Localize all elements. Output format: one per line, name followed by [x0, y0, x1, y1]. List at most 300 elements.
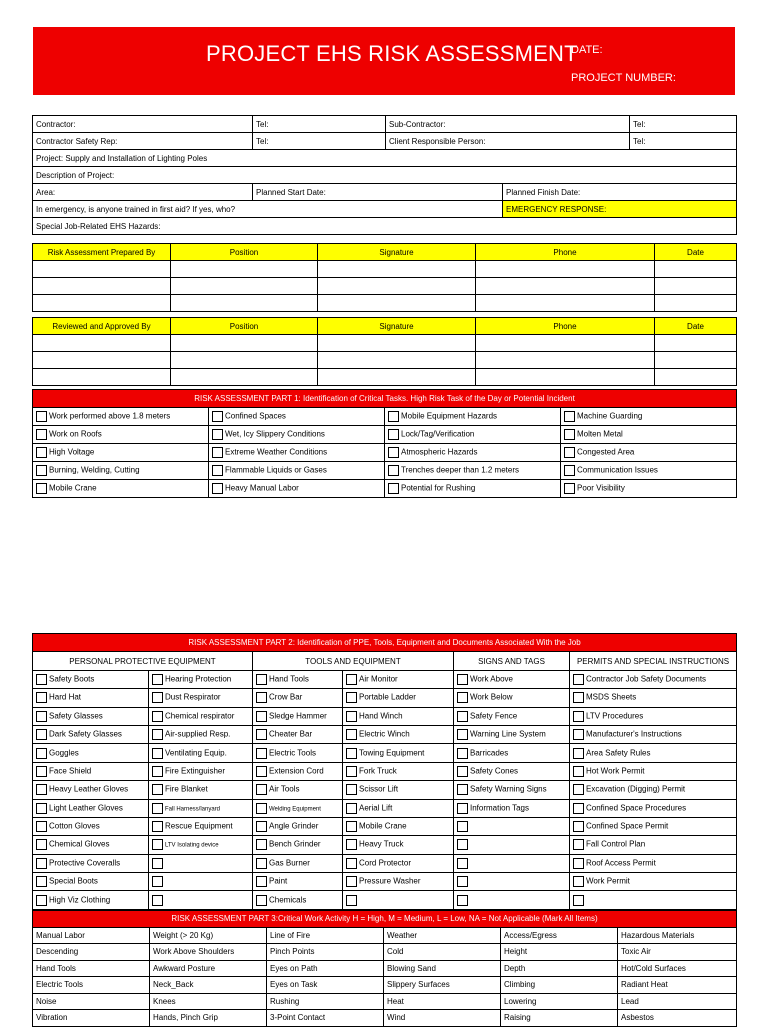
checkbox-label: Protective Coveralls	[49, 858, 121, 868]
checkbox-item[interactable]	[33, 462, 209, 480]
activity-cell[interactable]: Radiant Heat	[618, 977, 737, 994]
checkbox-label: Hearing Protection	[165, 674, 232, 684]
first-aid-field[interactable]: In emergency, is anyone trained in first aid? If yes, who?	[33, 201, 503, 218]
checkbox-item[interactable]	[385, 426, 561, 444]
activity-cell[interactable]: Descending	[33, 944, 150, 961]
checkbox[interactable]	[346, 692, 357, 703]
checkbox-item[interactable]	[561, 408, 737, 426]
activity-cell[interactable]: Hand Tools	[33, 960, 150, 977]
checkbox[interactable]	[346, 821, 357, 832]
safety-rep-tel-field[interactable]: Tel:	[253, 133, 386, 150]
checkbox-label: Information Tags	[470, 803, 529, 813]
checkbox[interactable]	[256, 858, 267, 869]
part2-row	[33, 689, 737, 707]
checkbox[interactable]	[388, 483, 399, 494]
checkbox-item[interactable]	[454, 873, 570, 891]
activity-cell[interactable]: Height	[501, 944, 618, 961]
checkbox-label: High Voltage	[49, 447, 95, 457]
checkbox-item[interactable]	[253, 817, 343, 835]
checkbox[interactable]	[573, 748, 584, 759]
checkbox-label: Work Above	[470, 674, 513, 684]
activity-cell[interactable]: Electric Tools	[33, 977, 150, 994]
checkbox-label: Extension Cord	[269, 766, 324, 776]
checkbox[interactable]	[212, 411, 223, 422]
checkbox[interactable]	[457, 803, 468, 814]
checkbox[interactable]	[36, 447, 47, 458]
checkbox[interactable]	[152, 895, 163, 906]
checkbox[interactable]	[457, 748, 468, 759]
activity-cell[interactable]: Depth	[501, 960, 618, 977]
checkbox[interactable]	[36, 839, 47, 850]
checkbox[interactable]	[36, 429, 47, 440]
checkbox[interactable]	[573, 858, 584, 869]
checkbox[interactable]	[152, 821, 163, 832]
checkbox-item[interactable]	[570, 891, 737, 909]
checkbox[interactable]	[256, 784, 267, 795]
checkbox-item[interactable]	[454, 725, 570, 743]
checkbox-item[interactable]	[149, 725, 253, 743]
checkbox-item[interactable]	[33, 707, 149, 725]
checkbox[interactable]	[457, 821, 468, 832]
checkbox[interactable]	[152, 858, 163, 869]
checkbox-item[interactable]	[454, 799, 570, 817]
checkbox-item[interactable]	[33, 781, 149, 799]
part2-row	[33, 799, 737, 817]
checkbox-item[interactable]	[454, 762, 570, 780]
activity-cell[interactable]: Noise	[33, 993, 150, 1010]
checkbox-item[interactable]	[149, 836, 253, 854]
reviewed-row	[33, 369, 737, 386]
checkbox[interactable]	[457, 876, 468, 887]
checkbox-item[interactable]	[33, 689, 149, 707]
checkbox-label: Heavy Manual Labor	[225, 483, 299, 493]
checkbox-item[interactable]	[33, 817, 149, 835]
checkbox-label: Towing Equipment	[359, 748, 425, 758]
activity-cell[interactable]: Asbestos	[618, 1010, 737, 1027]
checkbox[interactable]	[152, 692, 163, 703]
checkbox-item[interactable]	[385, 480, 561, 498]
checkbox-item[interactable]	[343, 762, 454, 780]
checkbox-item[interactable]	[149, 744, 253, 762]
checkbox[interactable]	[256, 895, 267, 906]
date-label: DATE:	[571, 44, 603, 56]
checkbox-label: Wet, Icy Slippery Conditions	[225, 429, 325, 439]
checkbox-item[interactable]	[570, 836, 737, 854]
checkbox-item[interactable]	[209, 480, 385, 498]
activity-cell[interactable]: Eyes on Task	[267, 977, 384, 994]
checkbox[interactable]	[212, 483, 223, 494]
checkbox-label: Hot Work Permit	[586, 766, 645, 776]
activity-cell[interactable]: Cold	[384, 944, 501, 961]
checkbox[interactable]	[388, 411, 399, 422]
checkbox-label: Cheater Bar	[269, 729, 313, 739]
checkbox-item[interactable]	[343, 854, 454, 872]
checkbox[interactable]	[457, 674, 468, 685]
checkbox-item[interactable]	[343, 873, 454, 891]
checkbox[interactable]	[573, 803, 584, 814]
prepared-by-header: Risk Assessment Prepared By	[33, 244, 171, 261]
checkbox-item[interactable]	[343, 891, 454, 909]
checkbox-item[interactable]	[343, 725, 454, 743]
checkbox[interactable]	[36, 858, 47, 869]
checkbox-label: Angle Grinder	[269, 821, 319, 831]
part2-row	[33, 873, 737, 891]
checkbox-item[interactable]	[149, 762, 253, 780]
checkbox[interactable]	[346, 748, 357, 759]
checkbox-item[interactable]	[149, 689, 253, 707]
checkbox[interactable]	[36, 483, 47, 494]
checkbox[interactable]	[36, 803, 47, 814]
checkbox-item[interactable]	[253, 836, 343, 854]
checkbox[interactable]	[256, 729, 267, 740]
emergency-response-field[interactable]: EMERGENCY RESPONSE:	[503, 201, 737, 218]
checkbox[interactable]	[212, 465, 223, 476]
checkbox-item[interactable]	[149, 817, 253, 835]
checkbox-item[interactable]	[343, 744, 454, 762]
checkbox-item[interactable]	[570, 707, 737, 725]
activity-cell[interactable]: Blowing Sand	[384, 960, 501, 977]
checkbox-label: Face Shield	[49, 766, 92, 776]
planned-start-field[interactable]: Planned Start Date:	[253, 184, 503, 201]
checkbox[interactable]	[36, 465, 47, 476]
checkbox-item[interactable]	[33, 444, 209, 462]
project-number-label: PROJECT NUMBER:	[571, 72, 676, 84]
checkbox-item[interactable]	[570, 873, 737, 891]
checkbox[interactable]	[457, 895, 468, 906]
checkbox-item[interactable]	[253, 799, 343, 817]
checkbox-item[interactable]	[561, 444, 737, 462]
part1-row	[33, 426, 737, 444]
checkbox-item[interactable]	[253, 689, 343, 707]
checkbox-item[interactable]	[253, 670, 343, 688]
checkbox-label: Contractor Job Safety Documents	[586, 674, 707, 684]
checkbox-item[interactable]	[454, 854, 570, 872]
checkbox[interactable]	[36, 692, 47, 703]
checkbox[interactable]	[36, 895, 47, 906]
checkbox[interactable]	[564, 483, 575, 494]
checkbox-label: Dark Safety Glasses	[49, 729, 122, 739]
checkbox[interactable]	[346, 674, 357, 685]
client-person-field[interactable]: Client Responsible Person:	[386, 133, 630, 150]
checkbox[interactable]	[36, 821, 47, 832]
activity-cell[interactable]: Rushing	[267, 993, 384, 1010]
activity-cell[interactable]: Awkward Posture	[150, 960, 267, 977]
checkbox-item[interactable]	[343, 836, 454, 854]
checkbox-item[interactable]	[570, 725, 737, 743]
checkbox[interactable]	[388, 447, 399, 458]
checkbox[interactable]	[388, 465, 399, 476]
checkbox-item[interactable]	[561, 426, 737, 444]
checkbox[interactable]	[36, 729, 47, 740]
checkbox-item[interactable]	[570, 799, 737, 817]
activity-cell[interactable]: Hot/Cold Surfaces	[618, 960, 737, 977]
checkbox[interactable]	[457, 692, 468, 703]
checkbox-item[interactable]	[253, 854, 343, 872]
checkbox[interactable]	[152, 729, 163, 740]
part2-title: RISK ASSESSMENT PART 2: Identification of PPE, Tools, Equipment and Documents Associated With the Job	[33, 634, 737, 652]
checkbox[interactable]	[346, 784, 357, 795]
activity-cell[interactable]: Manual Labor	[33, 927, 150, 944]
checkbox-item[interactable]	[570, 762, 737, 780]
checkbox-item[interactable]	[454, 836, 570, 854]
checkbox-item[interactable]	[33, 836, 149, 854]
checkbox-label: LTV Isolating device	[165, 843, 219, 850]
checkbox[interactable]	[564, 447, 575, 458]
checkbox-item[interactable]	[149, 799, 253, 817]
checkbox-label: Welding Equipment	[269, 806, 321, 813]
checkbox-item[interactable]	[209, 408, 385, 426]
checkbox-item[interactable]	[385, 408, 561, 426]
checkbox[interactable]	[36, 784, 47, 795]
client-tel-field[interactable]: Tel:	[630, 133, 737, 150]
part2-row	[33, 891, 737, 909]
activity-cell[interactable]: Climbing	[501, 977, 618, 994]
checkbox-item[interactable]	[253, 781, 343, 799]
checkbox-item[interactable]	[561, 462, 737, 480]
checkbox[interactable]	[152, 766, 163, 777]
checkbox-label: Fall Control Plan	[586, 840, 646, 850]
checkbox-item[interactable]	[33, 725, 149, 743]
checkbox-item[interactable]	[33, 854, 149, 872]
checkbox-item[interactable]	[570, 817, 737, 835]
checkbox-item[interactable]	[253, 873, 343, 891]
project-info-table	[32, 115, 737, 235]
reviewed-row	[33, 352, 737, 369]
checkbox[interactable]	[573, 674, 584, 685]
checkbox-item[interactable]	[253, 762, 343, 780]
checkbox-label: Paint	[269, 876, 288, 886]
checkbox[interactable]	[212, 429, 223, 440]
checkbox[interactable]	[346, 803, 357, 814]
description-field[interactable]: Description of Project:	[33, 167, 737, 184]
checkbox[interactable]	[152, 674, 163, 685]
checkbox[interactable]	[36, 674, 47, 685]
part2-row	[33, 762, 737, 780]
activity-cell[interactable]: 3-Point Contact	[267, 1010, 384, 1027]
activity-cell[interactable]: Line of Fire	[267, 927, 384, 944]
checkbox-label: Safety Fence	[470, 711, 518, 721]
checkbox-item[interactable]	[561, 480, 737, 498]
checkbox[interactable]	[564, 411, 575, 422]
activity-cell[interactable]: Hands, Pinch Grip	[150, 1010, 267, 1027]
checkbox[interactable]	[564, 429, 575, 440]
checkbox-label: Chemical respirator	[165, 711, 235, 721]
activity-cell[interactable]: Heat	[384, 993, 501, 1010]
checkbox[interactable]	[457, 766, 468, 777]
activity-cell[interactable]: Toxic Air	[618, 944, 737, 961]
checkbox[interactable]	[36, 766, 47, 777]
checkbox[interactable]	[152, 803, 163, 814]
checkbox-item[interactable]	[343, 670, 454, 688]
checkbox-item[interactable]	[343, 707, 454, 725]
checkbox-item[interactable]	[454, 781, 570, 799]
checkbox-item[interactable]	[253, 744, 343, 762]
checkbox-item[interactable]	[570, 854, 737, 872]
checkbox-item[interactable]	[454, 707, 570, 725]
checkbox[interactable]	[573, 711, 584, 722]
checkbox[interactable]	[573, 876, 584, 887]
checkbox-item[interactable]	[570, 744, 737, 762]
sub-contractor-field[interactable]: Sub-Contractor:	[386, 116, 630, 133]
checkbox-item[interactable]	[209, 426, 385, 444]
checkbox[interactable]	[573, 692, 584, 703]
activity-cell[interactable]: Vibration	[33, 1010, 150, 1027]
special-hazards-field[interactable]: Special Job-Related EHS Hazards:	[33, 218, 737, 235]
checkbox[interactable]	[564, 465, 575, 476]
checkbox[interactable]	[256, 711, 267, 722]
checkbox[interactable]	[256, 766, 267, 777]
checkbox-item[interactable]	[33, 873, 149, 891]
activity-cell[interactable]: Weight (> 20 Kg)	[150, 927, 267, 944]
checkbox[interactable]	[457, 858, 468, 869]
checkbox[interactable]	[256, 692, 267, 703]
sub-contractor-tel-field[interactable]: Tel:	[630, 116, 737, 133]
checkbox-item[interactable]	[33, 480, 209, 498]
checkbox[interactable]	[152, 784, 163, 795]
checkbox[interactable]	[346, 729, 357, 740]
position-header: Position	[171, 318, 318, 335]
checkbox[interactable]	[573, 821, 584, 832]
checkbox[interactable]	[457, 711, 468, 722]
checkbox-item[interactable]	[33, 744, 149, 762]
checkbox-item[interactable]	[33, 426, 209, 444]
checkbox-label: Lock/Tag/Verification	[401, 429, 475, 439]
checkbox[interactable]	[212, 447, 223, 458]
checkbox-item[interactable]	[33, 408, 209, 426]
checkbox[interactable]	[256, 839, 267, 850]
checkbox-item[interactable]	[209, 462, 385, 480]
checkbox[interactable]	[457, 784, 468, 795]
checkbox-label: High Viz Clothing	[49, 895, 111, 905]
checkbox-item[interactable]	[454, 817, 570, 835]
activity-cell[interactable]: Work Above Shoulders	[150, 944, 267, 961]
signature-header: Signature	[318, 318, 476, 335]
safety-rep-field[interactable]: Contractor Safety Rep:	[33, 133, 253, 150]
checkbox-item[interactable]	[385, 462, 561, 480]
checkbox[interactable]	[573, 839, 584, 850]
checkbox[interactable]	[346, 766, 357, 777]
checkbox-item[interactable]	[454, 744, 570, 762]
checkbox[interactable]	[152, 748, 163, 759]
checkbox-item[interactable]	[149, 707, 253, 725]
planned-finish-field[interactable]: Planned Finish Date:	[503, 184, 737, 201]
checkbox[interactable]	[256, 674, 267, 685]
checkbox-item[interactable]	[149, 873, 253, 891]
checkbox[interactable]	[457, 729, 468, 740]
checkbox-item[interactable]	[33, 799, 149, 817]
checkbox-item[interactable]	[149, 854, 253, 872]
activity-cell[interactable]: Slippery Surfaces	[384, 977, 501, 994]
checkbox[interactable]	[256, 748, 267, 759]
checkbox[interactable]	[36, 711, 47, 722]
activity-cell[interactable]: Eyes on Path	[267, 960, 384, 977]
checkbox-label: Air-supplied Resp.	[165, 729, 231, 739]
checkbox[interactable]	[152, 839, 163, 850]
checkbox-label: Potential for Rushing	[401, 483, 476, 493]
checkbox-item[interactable]	[253, 891, 343, 909]
checkbox-item[interactable]	[570, 781, 737, 799]
checkbox[interactable]	[346, 895, 357, 906]
checkbox-item[interactable]	[343, 817, 454, 835]
checkbox-item[interactable]	[343, 689, 454, 707]
checkbox[interactable]	[152, 876, 163, 887]
checkbox-item[interactable]	[343, 799, 454, 817]
checkbox[interactable]	[346, 711, 357, 722]
checkbox-item[interactable]	[33, 762, 149, 780]
part2-row	[33, 707, 737, 725]
activity-cell[interactable]: Raising	[501, 1010, 618, 1027]
checkbox[interactable]	[256, 876, 267, 887]
checkbox-item[interactable]	[33, 670, 149, 688]
checkbox[interactable]	[36, 748, 47, 759]
ppe-header: PERSONAL PROTECTIVE EQUIPMENT	[33, 652, 253, 670]
checkbox-item[interactable]	[454, 670, 570, 688]
checkbox[interactable]	[346, 839, 357, 850]
checkbox-item[interactable]	[570, 670, 737, 688]
checkbox[interactable]	[256, 821, 267, 832]
checkbox-item[interactable]	[253, 707, 343, 725]
part2-row	[33, 744, 737, 762]
checkbox[interactable]	[388, 429, 399, 440]
area-field[interactable]: Area:	[33, 184, 253, 201]
contractor-field[interactable]: Contractor:	[33, 116, 253, 133]
checkbox[interactable]	[36, 876, 47, 887]
checkbox-item[interactable]	[149, 781, 253, 799]
activity-cell[interactable]: Lowering	[501, 993, 618, 1010]
checkbox[interactable]	[573, 895, 584, 906]
checkbox-item[interactable]	[149, 891, 253, 909]
checkbox[interactable]	[36, 411, 47, 422]
checkbox[interactable]	[256, 803, 267, 814]
checkbox-item[interactable]	[385, 444, 561, 462]
checkbox-item[interactable]	[33, 891, 149, 909]
activity-cell[interactable]: Knees	[150, 993, 267, 1010]
checkbox[interactable]	[573, 729, 584, 740]
activity-cell[interactable]: Weather	[384, 927, 501, 944]
project-field[interactable]: Project: Supply and Installation of Lighting Poles	[33, 150, 737, 167]
checkbox-item[interactable]	[253, 725, 343, 743]
activity-cell[interactable]: Hazardous Materials	[618, 927, 737, 944]
activity-cell[interactable]: Access/Egress	[501, 927, 618, 944]
activity-cell[interactable]: Neck_Back	[150, 977, 267, 994]
checkbox-item[interactable]	[209, 444, 385, 462]
checkbox-label: Sledge Hammer	[269, 711, 327, 721]
checkbox[interactable]	[346, 876, 357, 887]
checkbox-label: Area Safety Rules	[586, 748, 651, 758]
checkbox-item[interactable]	[454, 689, 570, 707]
checkbox[interactable]	[573, 766, 584, 777]
checkbox[interactable]	[457, 839, 468, 850]
activity-cell[interactable]: Wind	[384, 1010, 501, 1027]
checkbox-label: Ventilating Equip.	[165, 748, 227, 758]
checkbox[interactable]	[152, 711, 163, 722]
activity-cell[interactable]: Pinch Points	[267, 944, 384, 961]
tools-header: TOOLS AND EQUIPMENT	[253, 652, 454, 670]
part2-row	[33, 670, 737, 688]
contractor-tel-field[interactable]: Tel:	[253, 116, 386, 133]
checkbox-label: Electric Winch	[359, 729, 410, 739]
activity-cell[interactable]: Lead	[618, 993, 737, 1010]
checkbox-item[interactable]	[343, 781, 454, 799]
checkbox-label: Heavy Truck	[359, 840, 404, 850]
checkbox[interactable]	[346, 858, 357, 869]
checkbox-item[interactable]	[149, 670, 253, 688]
checkbox-item[interactable]	[570, 689, 737, 707]
part3-row	[33, 960, 737, 977]
checkbox[interactable]	[573, 784, 584, 795]
checkbox-item[interactable]	[454, 891, 570, 909]
signature-header: Signature	[318, 244, 476, 261]
